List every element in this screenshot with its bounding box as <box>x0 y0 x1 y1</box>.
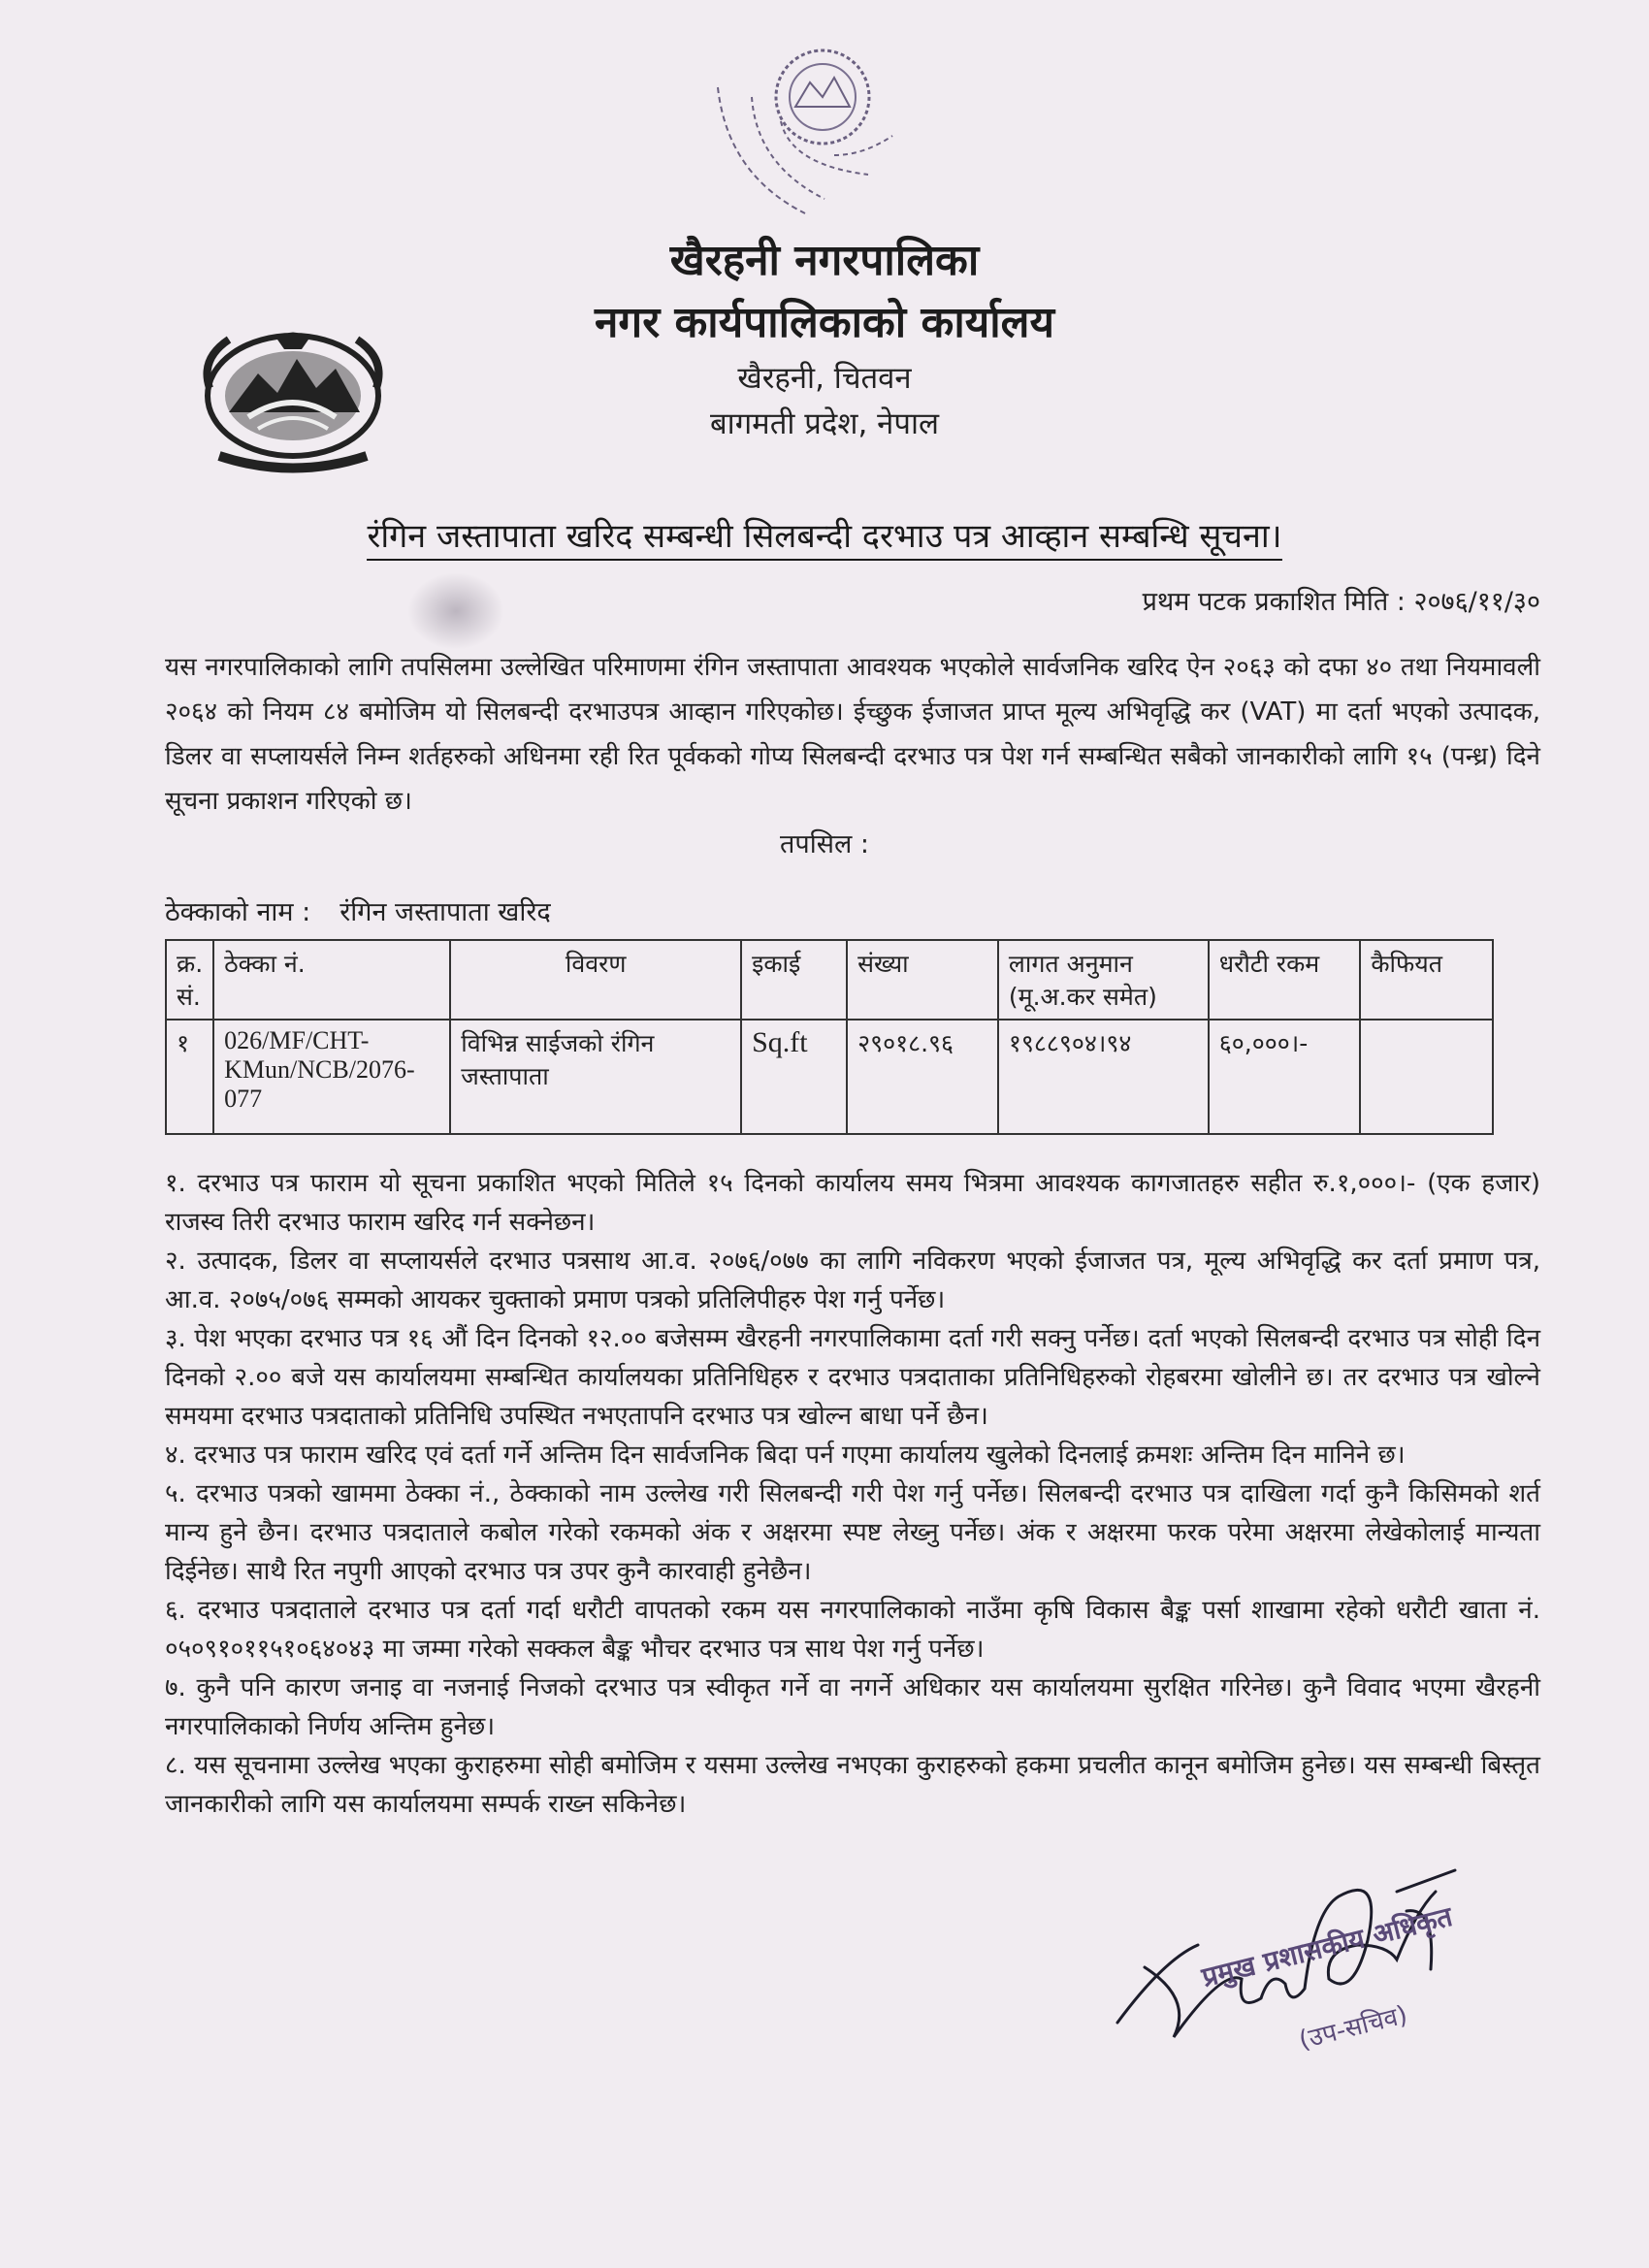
cell-contract-no: 026/MF/CHT-KMun/NCB/2076-077 <box>213 1020 450 1134</box>
contract-name-value: रंगिन जस्तापाता खरिद <box>340 897 551 927</box>
table-row <box>166 1020 1493 1134</box>
cell-sn: १ <box>166 1020 213 1134</box>
contract-name-label: ठेक्काको नाम : <box>165 897 311 927</box>
intro-paragraph: यस नगरपालिकाको लागि तपसिलमा उल्लेखित परिमाणमा रंगिन जस्तापाता आवश्यक भएकोले सार्वजनिक खरिद ऐन २०६३ को दफा ४० तथा नियमावली २०६४ को नियम ८४ बमोजिम यो सिलबन्दी दरभाउपत्र आव्हान गरिएकोछ। ईच्छुक ईजाजत प्राप्त मूल्य अभिवृद्धि कर (VAT) मा दर्ता भएको उत्पादक, डिलर वा सप्लायर्सले निम्न शर्तहरुको अधिनमा रही रित पूर्वकको गोप्य सिलबन्दी दरभाउ पत्र पेश गर्न सम्बन्धित सबैको जानकारीको लागि १५ (पन्ध्र) दिने सूचना प्रकाशन गरिएको छ। <box>165 653 1540 816</box>
col-header-unit: इकाई <box>741 940 847 1020</box>
cell-deposit: ६०,०००।- <box>1209 1020 1361 1134</box>
notice-title <box>0 512 1649 557</box>
municipality-seal-stamp <box>698 29 922 243</box>
ink-smudge <box>407 572 504 650</box>
org-name: खैरहनी नगरपालिका <box>669 236 980 285</box>
col-header-description: विवरण <box>450 940 741 1020</box>
condition-item: ३. पेश भएका दरभाउ पत्र १६ औं दिन दिनको १२.०० बजेसम्म खैरहनी नगरपालिकामा दर्ता गरी सक्नु पर्नेछ। दर्ता भएको सिलबन्दी दरभाउ पत्र सोही दिन दिनको २.०० बजे यस कार्यालयमा सम्बन्धित कार्यालयका प्रतिनिधिहरु र दरभाउ पत्रदाताका प्रतिनिधिहरुको रोहबरमा खोलीने छ। तर दरभाउ पत्र खोल्ने समयमा दरभाउ पत्रदाताको प्रतिनिधि उपस्थित नभएतापनि दरभाउ पत्र खोल्न बाधा पर्ने छैन। <box>165 1324 1540 1431</box>
condition-item: २. उत्पादक, डिलर वा सप्लायर्सले दरभाउ पत्रसाथ आ.व. २०७६/०७७ का लागि नविकरण भएको ईजाजत पत्र, मूल्य अभिवृद्धि कर दर्ता प्रमाण पत्र, आ.व. २०७५/०७६ सम्मको आयकर चुक्ताको प्रमाण पत्रको प्रतिलिपीहरु पेश गर्नु पर्नेछ। <box>165 1247 1540 1314</box>
col-header-contract-no: ठेक्का नं. <box>213 940 450 1020</box>
col-header-cost-estimate: लागत अनुमान (मू.अ.कर समेत) <box>998 940 1209 1020</box>
condition-item: ४. दरभाउ पत्र फाराम खरिद एवं दर्ता गर्ने अन्तिम दिन सार्वजनिक बिदा पर्न गएमा कार्यालय खुलेको दिनलाई क्रमशः अन्तिम दिन मानिने छ। <box>165 1441 1406 1470</box>
condition-item: ८. यस सूचनामा उल्लेख भएका कुराहरुमा सोही बमोजिम र यसमा उल्लेख नभएका कुराहरुको हकमा प्रचलीत कानून बमोजिम हुनेछ। यस सम्बन्धी बिस्तृत जानकारीको लागि यस कार्यालयमा सम्पर्क राख्न सकिनेछ। <box>165 1751 1540 1819</box>
signatory-designation: (उप-सचिव) <box>1296 2000 1411 2056</box>
office-province: बागमती प्रदेश, नेपाल <box>709 406 940 441</box>
col-header-remarks: कैफियत <box>1360 940 1493 1020</box>
office-name: नगर कार्यपालिकाको कार्यालय <box>595 298 1054 347</box>
col-header-deposit: धरौटी रकम <box>1209 940 1361 1020</box>
signatory-title: प्रमुख प्रशासकीय अधिकृत <box>1198 1899 1456 1993</box>
cell-unit: Sq.ft <box>741 1020 847 1134</box>
contract-name-line <box>165 892 551 928</box>
published-date: प्रथम पटक प्रकाशित मिति : २०७६/११/३० <box>1142 587 1540 617</box>
schedule-heading: तपसिल : <box>780 829 869 859</box>
col-header-quantity: संख्या <box>847 940 998 1020</box>
col-header-sn: क्र. सं. <box>166 940 213 1020</box>
cell-cost-estimate: १९८८९०४।९४ <box>998 1020 1209 1134</box>
table-header-row <box>166 940 1493 1020</box>
cell-description: विभिन्न साईजको रंगिन जस्तापाता <box>450 1020 741 1134</box>
office-location: खैरहनी, चितवन <box>737 361 912 396</box>
cell-quantity: २९०१८.९६ <box>847 1020 998 1134</box>
condition-item: ५. दरभाउ पत्रको खाममा ठेक्का नं., ठेक्काको नाम उल्लेख गरी सिलबन्दी गरी पेश गर्नु पर्नेछ। सिलबन्दी दरभाउ पत्र दाखिला गर्दा कुनै किसिमको शर्त मान्य हुने छैन। दरभाउ पत्रदाताले कबोल गरेको रकमको अंक र अक्षरमा स्पष्ट लेख्नु पर्नेछ। अंक र अक्षरमा फरक परेमा अक्षरमा लेखेकोलाई मान्यता दिईनेछ। साथै रित नपुगी आएको दरभाउ पत्र उपर कुनै कारवाही हुनेछैन। <box>165 1479 1540 1586</box>
notice-title-text: रंगिन जस्तापाता खरिद सम्बन्धी सिलबन्दी दरभाउ पत्र आव्हान सम्बन्धि सूचना। <box>367 517 1281 561</box>
schedule-table <box>165 939 1494 1135</box>
cell-remarks <box>1360 1020 1493 1134</box>
condition-item: ७. कुनै पनि कारण जनाइ वा नजनाई निजको दरभाउ पत्र स्वीकृत गर्ने वा नगर्ने अधिकार यस कार्यालयमा सुरक्षित गरिनेछ। कुनै विवाद भएमा खैरहनी नगरपालिकाको निर्णय अन्तिम हुनेछ। <box>165 1673 1540 1741</box>
condition-item: १. दरभाउ पत्र फाराम यो सूचना प्रकाशित भएको मितिले १५ दिनको कार्यालय समय भित्रमा आवश्यक कागजातहरु सहीत रु.१,०००।- (एक हजार) राजस्व तिरी दरभाउ फाराम खरिद गर्न सक्नेछन। <box>165 1169 1540 1237</box>
government-emblem-icon <box>190 320 396 475</box>
conditions-list <box>165 1164 1540 1824</box>
condition-item: ६. दरभाउ पत्रदाताले दरभाउ पत्र दर्ता गर्दा धरौटी वापतको रकम यस नगरपालिकाको नाउँमा कृषि विकास बैङ्क पर्सा शाखामा रहेको धरौटी खाता नं. ०५०९१०११५१०६४०४३ मा जम्मा गरेको सक्कल बैङ्क भौचर दरभाउ पत्र साथ पेश गर्नु पर्नेछ। <box>165 1596 1540 1664</box>
